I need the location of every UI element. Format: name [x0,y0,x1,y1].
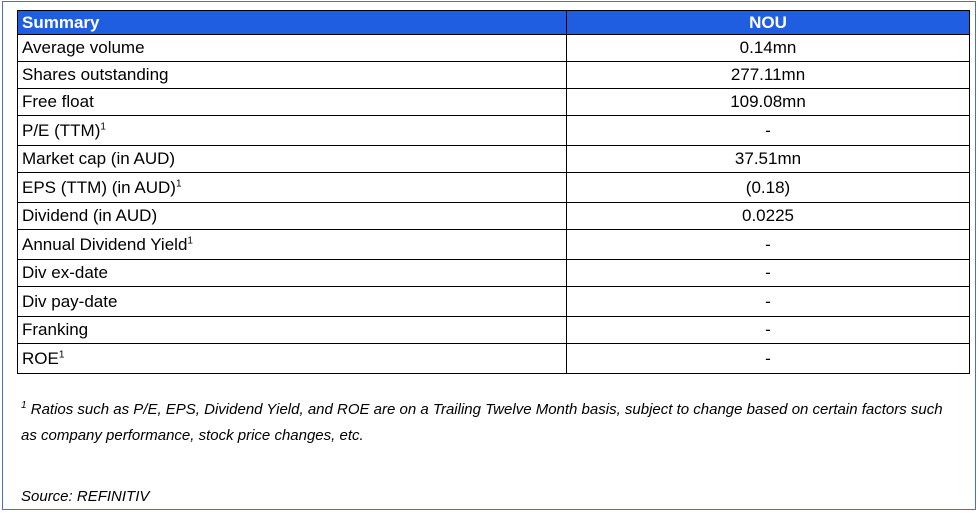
footnote-marker: 1 [100,120,106,132]
row-value: 0.0225 [567,203,970,230]
table-header-row [18,11,970,35]
row-value: 109.08mn [567,89,970,116]
row-value: 37.51mn [567,146,970,173]
row-value: - [567,317,970,344]
table-row [18,287,970,317]
footnote-marker: 1 [175,177,182,189]
footnote-marker: 1 [187,234,193,246]
table-row [18,203,970,230]
row-value: - [567,230,970,260]
table-row [18,230,970,260]
table-row [18,62,970,89]
row-label: Market cap (in AUD) [18,146,567,173]
row-label: Annual Dividend Yield$^1$ [18,230,567,260]
row-label: Average volume [18,35,567,62]
table-row [18,260,970,287]
table-row [18,344,970,374]
header-summary: Summary [18,11,567,35]
table-row [18,35,970,62]
row-label: Free float [18,89,567,116]
row-label: Div pay-date [18,287,567,317]
summary-table [17,10,970,374]
row-value: 277.11mn [567,62,970,89]
row-label: P/E (TTM)$^1$ [18,116,567,146]
footnote-text: Ratios such as P/E, EPS, Dividend Yield, and ROE are on a Trailing Twelve Month basis, subject to change based on certain factors such as company performance, stock price changes, etc. [21,401,943,444]
row-value: - [567,344,970,374]
footnote-marker: 1 [58,348,65,360]
row-label: ROE$^1$ [18,344,567,374]
table-row [18,116,970,146]
row-label: Div ex-date [18,260,567,287]
row-label: Franking [18,317,567,344]
row-value: - [567,287,970,317]
row-label: Shares outstanding [18,62,567,89]
row-label: EPS (TTM) (in AUD)$^1$ [18,173,567,203]
row-value: - [567,116,970,146]
table-row [18,317,970,344]
summary-panel [2,1,976,510]
row-value: - [567,260,970,287]
footnote [21,397,961,449]
source-note: Source: REFINITIV [21,488,150,505]
table-row [18,89,970,116]
row-value: 0.14mn [567,35,970,62]
table-row [18,146,970,173]
table-row [18,173,970,203]
footnote-marker: 1 [21,400,27,411]
header-ticker: NOU [567,11,970,35]
row-value: (0.18) [567,173,970,203]
row-label: Dividend (in AUD) [18,203,567,230]
